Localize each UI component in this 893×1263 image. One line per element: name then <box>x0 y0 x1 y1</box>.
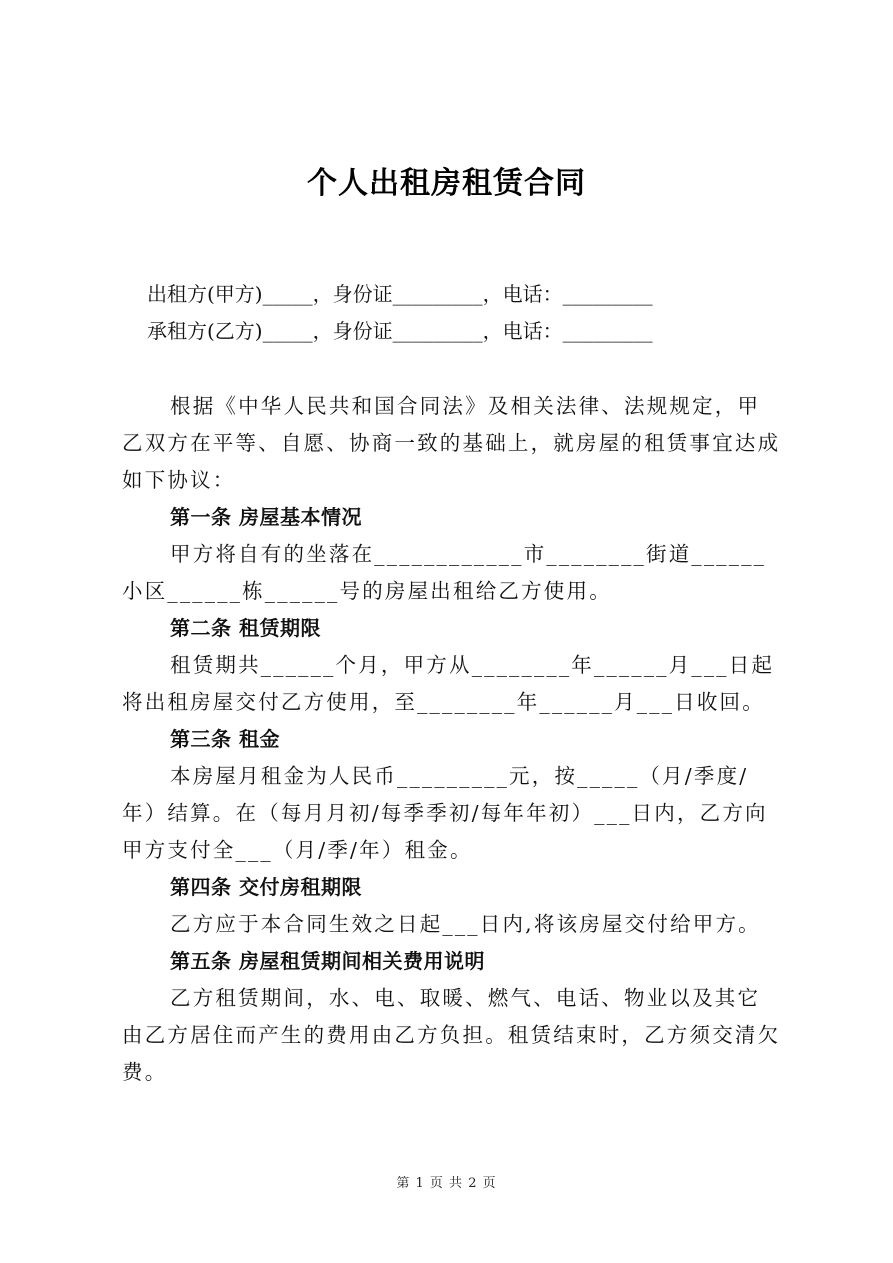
article-4-heading: 第四条 交付房租期限 <box>170 875 362 899</box>
article-3-text: 本房屋月租金为人民币_________元，按_____（月/季度/年）结算。在（每月月初/每季季初/每年年初）___日内，乙方向甲方支付全___（月/季/年）租金。 <box>122 764 768 862</box>
article-5-heading: 第五条 房屋租赁期间相关费用说明 <box>170 949 485 973</box>
party-a-line: 出租方(甲方)_____，身份证_________，电话：_________ <box>147 282 653 306</box>
article-2-heading: 第二条 租赁期限 <box>170 616 321 640</box>
article-3-heading: 第三条 租金 <box>170 727 280 751</box>
intro-paragraph: 根据《中华人民共和国合同法》及相关法律、法规规定，甲乙双方在平等、自愿、协商一致的基础上，就房屋的租赁事宜达成如下协议： <box>122 394 781 492</box>
article-4-text: 乙方应于本合同生效之日起___日内,将该房屋交付给甲方。 <box>170 912 761 936</box>
document-title: 个人出租房租赁合同 <box>307 166 586 201</box>
article-1-text: 甲方将自有的坐落在____________市________街道______小区______栋______号的房屋出租给乙方使用。 <box>122 542 767 603</box>
contract-body <box>122 388 782 1091</box>
page-footer: 第 1 页 共 2 页 <box>396 1176 497 1191</box>
article-1-heading: 第一条 房屋基本情况 <box>170 505 362 529</box>
article-5-text: 乙方租赁期间，水、电、取暖、燃气、电话、物业以及其它由乙方居住而产生的费用由乙方负担。租赁结束时，乙方须交清欠费。 <box>122 986 781 1084</box>
party-b-line: 承租方(乙方)_____，身份证_________，电话：_________ <box>147 319 653 343</box>
article-2-text: 租赁期共______个月，甲方从________年______月___日起将出租房屋交付乙方使用，至________年______月___日收回。 <box>122 653 775 714</box>
